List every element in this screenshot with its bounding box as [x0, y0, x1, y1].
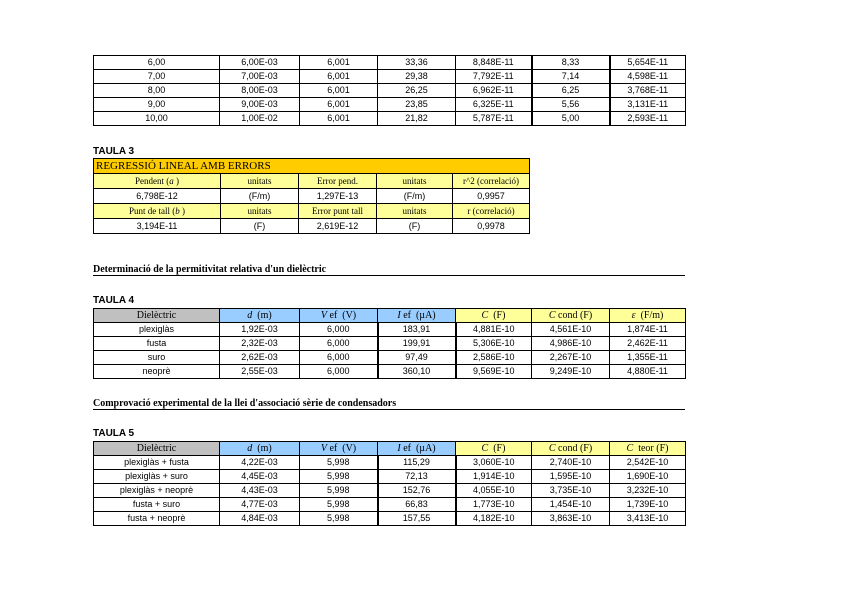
taula3-title: REGRESSIÓ LINEAL AMB ERRORS	[94, 159, 530, 174]
value-cell: 0,9978	[453, 219, 530, 234]
table-row	[94, 456, 686, 470]
table-row	[94, 498, 686, 512]
table-cell: 6,001	[300, 70, 378, 84]
table-row	[94, 98, 686, 112]
table-cell: 9,00	[94, 98, 220, 112]
table-cell: 6,000	[300, 337, 378, 351]
taula3-header1	[94, 174, 530, 189]
table-cell: 4,561E-10	[532, 323, 610, 337]
table-cell: plexiglàs	[94, 323, 220, 337]
table-cell: 4,45E-03	[220, 470, 300, 484]
table-cell: 23,85	[378, 98, 456, 112]
table-cell: 2,462E-11	[610, 337, 686, 351]
header-cell: r^2 (correlació)	[453, 174, 530, 189]
table-cell: 97,49	[378, 351, 456, 365]
table-cell: 3,232E-10	[610, 484, 686, 498]
section-title-associacio: Comprovació experimental de la llei d'associació sèrie de condensadors	[93, 398, 685, 410]
taula4-table	[93, 308, 686, 379]
value-cell: 6,798E-12	[94, 189, 221, 204]
table-cell: 1,595E-10	[532, 470, 610, 484]
table-cell: 6,00	[94, 56, 220, 70]
table-cell: 1,874E-11	[610, 323, 686, 337]
header-cell: ε (F/m)	[610, 309, 686, 323]
table-cell: plexiglàs + suro	[94, 470, 220, 484]
table-cell: 3,863E-10	[532, 512, 610, 526]
table-cell: 3,768E-11	[610, 84, 686, 98]
table-cell: 5,56	[532, 98, 610, 112]
table-cell: 1,454E-10	[532, 498, 610, 512]
header-cell: unitats	[221, 204, 299, 219]
table-cell: 4,77E-03	[220, 498, 300, 512]
table-cell: 2,62E-03	[220, 351, 300, 365]
table-cell: 5,306E-10	[456, 337, 532, 351]
table-cell: 72,13	[378, 470, 456, 484]
table-row	[94, 84, 686, 98]
table-cell: 5,998	[300, 498, 378, 512]
table-cell: 6,001	[300, 84, 378, 98]
header-cell: I ef (µA)	[378, 442, 456, 456]
table-cell: 8,848E-11	[456, 56, 532, 70]
taula5-label: TAULA 5	[93, 428, 135, 439]
value-cell: 1,297E-13	[299, 189, 377, 204]
header-cell: C (F)	[456, 442, 532, 456]
header-cell: V ef (V)	[300, 442, 378, 456]
table-cell: 4,43E-03	[220, 484, 300, 498]
table-cell: fusta	[94, 337, 220, 351]
table-cell: 360,10	[378, 365, 456, 379]
header-cell: V ef (V)	[300, 309, 378, 323]
header-cell: d (m)	[220, 442, 300, 456]
section-title-permitivitat: Determinació de la permitivitat relativa d'un dielèctric	[93, 264, 685, 276]
value-cell: (F/m)	[377, 189, 453, 204]
table-row	[94, 70, 686, 84]
table-cell: 6,001	[300, 56, 378, 70]
table-cell: 3,735E-10	[532, 484, 610, 498]
table-cell: fusta + neoprè	[94, 512, 220, 526]
table-row	[94, 323, 686, 337]
table-row	[94, 365, 686, 379]
table-cell: 29,38	[378, 70, 456, 84]
table-cell: 21,82	[378, 112, 456, 126]
table-cell: 2,593E-11	[610, 112, 686, 126]
table-row	[94, 56, 686, 70]
table-cell: 3,131E-11	[610, 98, 686, 112]
taula3-header2	[94, 204, 530, 219]
table-cell: 4,182E-10	[456, 512, 532, 526]
table-cell: 3,060E-10	[456, 456, 532, 470]
table-row	[94, 351, 686, 365]
table-cell: 183,91	[378, 323, 456, 337]
taula4-label: TAULA 4	[93, 295, 135, 306]
table-row	[94, 112, 686, 126]
table-cell: 5,998	[300, 484, 378, 498]
value-cell: 0,9957	[453, 189, 530, 204]
table-cell: 5,998	[300, 470, 378, 484]
taula5-table	[93, 441, 686, 526]
table-cell: neoprè	[94, 365, 220, 379]
table-cell: 66,83	[378, 498, 456, 512]
table-cell: 6,962E-11	[456, 84, 532, 98]
table-cell: 5,654E-11	[610, 56, 686, 70]
header-cell: C (F)	[456, 309, 532, 323]
table-cell: 5,998	[300, 512, 378, 526]
table-cell: plexiglàs + neoprè	[94, 484, 220, 498]
table-cell: fusta + suro	[94, 498, 220, 512]
table-cell: 4,881E-10	[456, 323, 532, 337]
header-cell: Dielèctric	[94, 309, 220, 323]
header-cell: unitats	[221, 174, 299, 189]
table-cell: 4,22E-03	[220, 456, 300, 470]
header-cell: unitats	[377, 204, 453, 219]
table-cell: 4,880E-11	[610, 365, 686, 379]
table-cell: 7,00	[94, 70, 220, 84]
table-cell: 2,267E-10	[532, 351, 610, 365]
table-cell: 6,00E-03	[220, 56, 300, 70]
header-cell: Error punt tall	[299, 204, 377, 219]
table-cell: 10,00	[94, 112, 220, 126]
table-cell: 1,773E-10	[456, 498, 532, 512]
table-cell: 33,36	[378, 56, 456, 70]
table-cell: 115,29	[378, 456, 456, 470]
header-cell: Punt de tall (b )	[94, 204, 221, 219]
value-cell: 2,619E-12	[299, 219, 377, 234]
table-cell: 7,00E-03	[220, 70, 300, 84]
table-cell: 152,76	[378, 484, 456, 498]
table-cell: 2,740E-10	[532, 456, 610, 470]
table-cell: 4,055E-10	[456, 484, 532, 498]
table-cell: 6,001	[300, 112, 378, 126]
table-row	[94, 484, 686, 498]
table-cell: 4,84E-03	[220, 512, 300, 526]
table-cell: 6,001	[300, 98, 378, 112]
table-cell: 1,914E-10	[456, 470, 532, 484]
taula3-label: TAULA 3	[93, 146, 135, 157]
table-cell: 2,32E-03	[220, 337, 300, 351]
table-cell: 6,25	[532, 84, 610, 98]
taula3-row1	[94, 189, 530, 204]
taula5-header	[94, 442, 686, 456]
table-cell: 8,00	[94, 84, 220, 98]
table-cell: 8,33	[532, 56, 610, 70]
table-cell: 9,00E-03	[220, 98, 300, 112]
taula3-row2	[94, 219, 530, 234]
header-cell: unitats	[377, 174, 453, 189]
header-cell: r (correlació)	[453, 204, 530, 219]
table-cell: 5,00	[532, 112, 610, 126]
table-cell: 6,000	[300, 351, 378, 365]
table-cell: 9,249E-10	[532, 365, 610, 379]
table-cell: plexiglàs + fusta	[94, 456, 220, 470]
table-cell: 6,000	[300, 365, 378, 379]
table-top	[93, 55, 686, 126]
taula4-header	[94, 309, 686, 323]
taula3-table	[93, 158, 530, 234]
table-cell: 7,14	[532, 70, 610, 84]
table-cell: suro	[94, 351, 220, 365]
table-cell: 199,91	[378, 337, 456, 351]
header-cell: I ef (µA)	[378, 309, 456, 323]
table-cell: 5,787E-11	[456, 112, 532, 126]
table-cell: 6,000	[300, 323, 378, 337]
table-row	[94, 512, 686, 526]
table-cell: 7,792E-11	[456, 70, 532, 84]
table-row	[94, 337, 686, 351]
value-cell: (F)	[377, 219, 453, 234]
header-cell: Pendent (a )	[94, 174, 221, 189]
header-cell: Error pend.	[299, 174, 377, 189]
header-cell: C cond (F)	[532, 309, 610, 323]
table-cell: 26,25	[378, 84, 456, 98]
table-cell: 1,00E-02	[220, 112, 300, 126]
header-cell: d (m)	[220, 309, 300, 323]
table-cell: 1,739E-10	[610, 498, 686, 512]
table-cell: 1,690E-10	[610, 470, 686, 484]
table-cell: 157,55	[378, 512, 456, 526]
table-cell: 9,569E-10	[456, 365, 532, 379]
value-cell: (F)	[221, 219, 299, 234]
table-cell: 1,92E-03	[220, 323, 300, 337]
table-cell: 2,542E-10	[610, 456, 686, 470]
table-cell: 8,00E-03	[220, 84, 300, 98]
table-row	[94, 470, 686, 484]
table-cell: 3,413E-10	[610, 512, 686, 526]
header-cell: C teor (F)	[610, 442, 686, 456]
table-cell: 6,325E-11	[456, 98, 532, 112]
table-cell: 1,355E-11	[610, 351, 686, 365]
table-cell: 4,986E-10	[532, 337, 610, 351]
header-cell: Dielèctric	[94, 442, 220, 456]
value-cell: 3,194E-11	[94, 219, 221, 234]
header-cell: C cond (F)	[532, 442, 610, 456]
table-cell: 5,998	[300, 456, 378, 470]
table-cell: 2,55E-03	[220, 365, 300, 379]
value-cell: (F/m)	[221, 189, 299, 204]
table-cell: 2,586E-10	[456, 351, 532, 365]
table-cell: 4,598E-11	[610, 70, 686, 84]
